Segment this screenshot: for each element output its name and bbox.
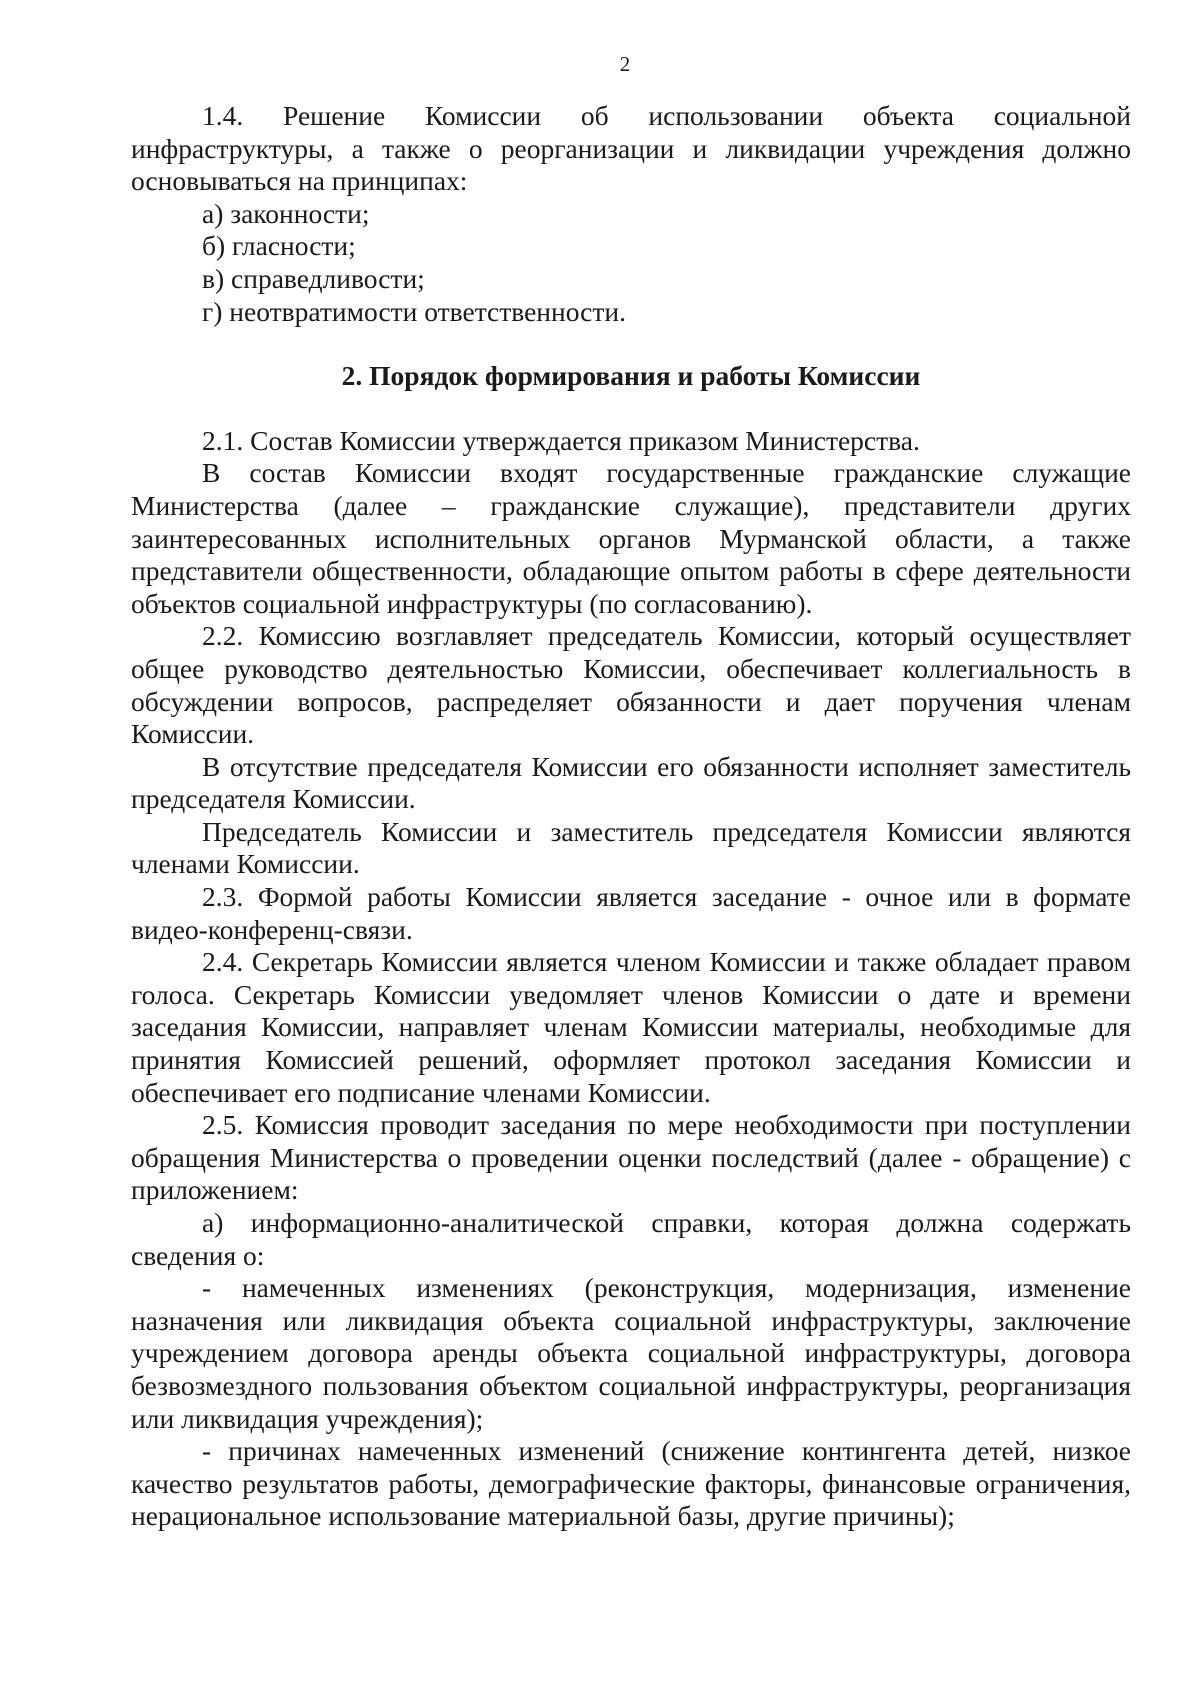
principle-item: а) законности; xyxy=(202,197,370,229)
paragraph-bullet: - намеченных изменениях (реконструкция, модернизация, изменение назначения или ликвидация объекта социальной инфраструктуры, заключение учреждением договора аренды объекта социальной инфраструктуры, договора безвозмездного пользования объектом социальной инфраструктуры, реорганизация или ликвидация учреждения); xyxy=(131,1272,1131,1434)
paragraph: В отсутствие председателя Комиссии его обязанности исполняет заместитель председателя Комиссии. xyxy=(131,750,1131,815)
principle-item: в) справедливости; xyxy=(202,262,425,294)
paragraph: В состав Комиссии входят государственные гражданские служащие Министерства (далее – гражданские служащие), представители других заинтересованных исполнительных органов Мурманской области, а также представители общественности, обладающие опытом работы в сфере деятельности объектов социальной инфраструктуры (по согласованию). xyxy=(131,457,1131,619)
paragraph-item-a: а) информационно-аналитической справки, которая должна содержать сведения о: xyxy=(131,1207,1131,1271)
paragraph-2-3: 2.3. Формой работы Комиссии является заседание - очное или в формате видео-конференц-связи. xyxy=(131,881,1131,945)
page-number: 2 xyxy=(619,52,631,76)
principle-item: г) неотвратимости ответственности. xyxy=(202,295,626,327)
paragraph-1-4: 1.4. Решение Комиссии об использовании объекта социальной инфраструктуры, а также о реорганизации и ликвидации учреждения должно основываться на принципах: xyxy=(131,100,1131,197)
principle-item: б) гласности; xyxy=(202,230,356,262)
paragraph-2-1: 2.1. Состав Комиссии утверждается приказом Министерства. xyxy=(202,424,920,456)
section-heading: 2. Порядок формирования и работы Комиссии xyxy=(341,360,921,392)
paragraph-2-5: 2.5. Комиссия проводит заседания по мере необходимости при поступлении обращения Министерства о проведении оценки последствий (далее - обращение) с приложением: xyxy=(131,1109,1131,1206)
paragraph: Председатель Комиссии и заместитель председателя Комиссии являются членами Комиссии. xyxy=(131,815,1131,880)
paragraph-2-4: 2.4. Секретарь Комиссии является членом Комиссии и также обладает правом голоса. Секретарь Комиссии уведомляет членов Комиссии о дате и времени заседания Комиссии, направляет членам Комиссии материалы, необходимые для принятия Комиссией решений, оформляет протокол заседания Комиссии и обеспечивает его подписание членами Комиссии. xyxy=(131,946,1131,1108)
paragraph-bullet: - причинах намеченных изменений (снижение контингента детей, низкое качество результатов работы, демографические факторы, финансовые ограничения, нерациональное использование материальной базы, другие причины); xyxy=(131,1435,1131,1532)
paragraph-2-2: 2.2. Комиссию возглавляет председатель Комиссии, который осуществляет общее руководство деятельностью Комиссии, обеспечивает коллегиальность в обсуждении вопросов, распределяет обязанности и дает поручения членам Комиссии. xyxy=(131,620,1131,750)
document-body xyxy=(131,100,1131,1533)
